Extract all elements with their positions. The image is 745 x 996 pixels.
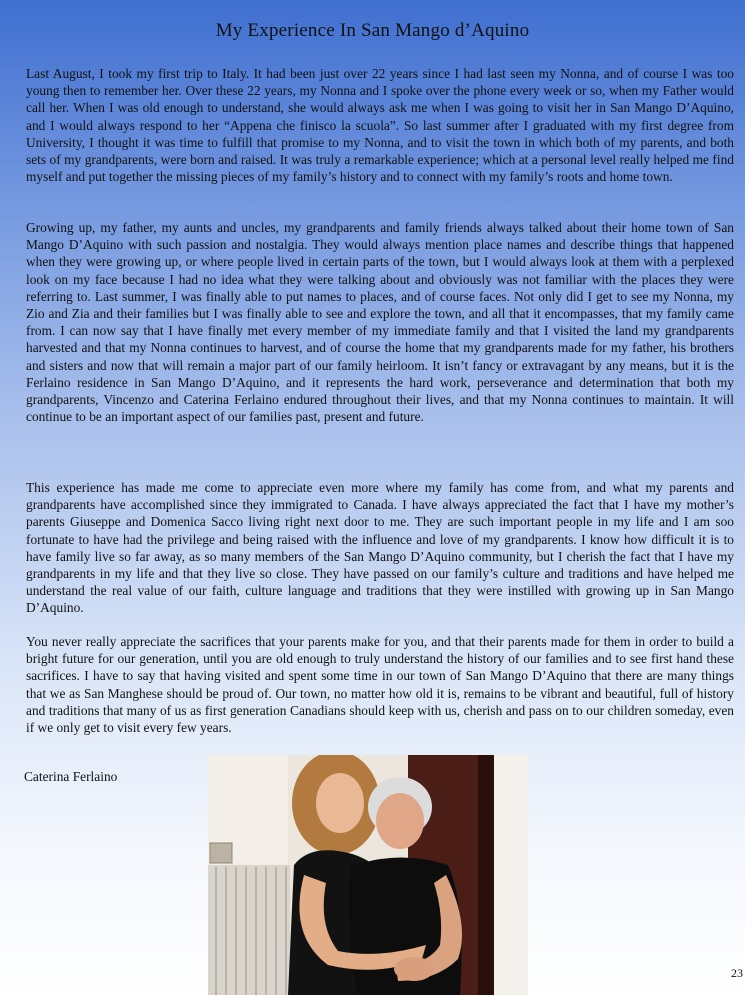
photo-woman-face bbox=[316, 773, 364, 833]
paragraph-2: Growing up, my father, my aunts and uncles, my grandparents and family friends always talked about their home town of San Mango D’Aquino with such passion and nostalgia. They would always mention place names and describe things that happened when they were growing up, or where people lived in certain parts of the town, but I would always look at them with a perplexed look on my face because I had no idea what they were talking about and obviously was not familiar with the places they were referring to. Last summer, I was finally able to put names to places, and of course faces. Not only did I get to see my Nonna, my Zio and Zia and their families but I was finally able to see and explore the town, and all that it encompasses, that my family came from. I can now say that I have finally met every member of my immediate family and that I visited the land my grandparents harvested and that my Nonna continues to harvest, and of course the home that my grandparents made for my father, his brothers and sisters and now that will remain a major part of our family heirloom. It isn’t fancy or extravagant by any means, but it is the Ferlaino residence in San Mango D’Aquino, and it represents the hard work, perseverance and determination that both my grandparents, Vincenzo and Caterina Ferlaino endured throughout their lives, and that my Nonna continues to maintain. It will continue to be an important aspect of our families past, present and future. bbox=[26, 220, 734, 425]
paragraph-1: Last August, I took my first trip to Italy. It had been just over 22 years since I had last seen my Nonna, and of course I was too young then to remember her. Over these 22 years, my Nonna and I spoke over the phone every week or so, when my Father would call her. When I was old enough to understand, she would always ask me when I was going to visit her in San Mango D’Aquino, and I would always respond to her “Appena che finisco la scuola”. So last summer after I graduated with my first degree from University, I thought it was time to fulfill that promise to my Nonna, and to visit the town in which both of my parents, and both sets of my grandparents, were born and raised. It was truly a remarkable experience; which at a personal level really helped me find myself and put together the missing pieces of my family’s history and to connect with my family’s roots and home town. bbox=[26, 66, 734, 185]
photo-radiator bbox=[208, 865, 290, 995]
paragraph-3: This experience has made me come to appreciate even more where my family has come from, and what my parents and grandparents have accomplished since they immigrated to Canada. I have always appreciated the fact that I have my mother’s parents Giuseppe and Domenica Sacco living right next door to me. They are such important people in my life and I am soo fortunate to have had the privilege and being raised with the influence and love of my grandparents. I know how difficult it is to have family live so far away, as so many members of the San Mango D’Aquino community, but I cherish the fact that I have my grandparents in my life and that they live so close. They have passed on our family’s culture and traditions and have helped me understand the real value of our faith, culture language and traditions that they were instilled with growing up in San Mango D’Aquino. bbox=[26, 480, 734, 616]
photo-clasped-hands bbox=[394, 957, 434, 981]
family-photo bbox=[208, 755, 528, 995]
article-title: My Experience In San Mango d’Aquino bbox=[215, 20, 530, 41]
page-number: 23 bbox=[731, 966, 743, 980]
photo-right-wall bbox=[494, 755, 528, 995]
paragraph-4: You never really appreciate the sacrifices that your parents make for you, and that their parents made for them in order to build a bright future for our generation, until you are old enough to truly understand the history of our families and to see first hand these sacrifices. I have to say that having visited and spent some time in our town of San Mango D’Aquino that there are many things that we as San Manghese should be proud of. Our town, no matter how old it is, remains to be vibrant and beautiful, full of history and traditions that many of us as first generation Canadians should keep with us, cherish and pass on to our children someday, even if we only get to visit every few years. bbox=[26, 634, 734, 736]
photo-outlet bbox=[210, 843, 232, 863]
photo-elder-face bbox=[376, 793, 424, 849]
photo-door-frame bbox=[478, 755, 494, 995]
author-signature: Caterina Ferlaino bbox=[24, 769, 118, 784]
family-photo-illustration bbox=[208, 755, 528, 995]
